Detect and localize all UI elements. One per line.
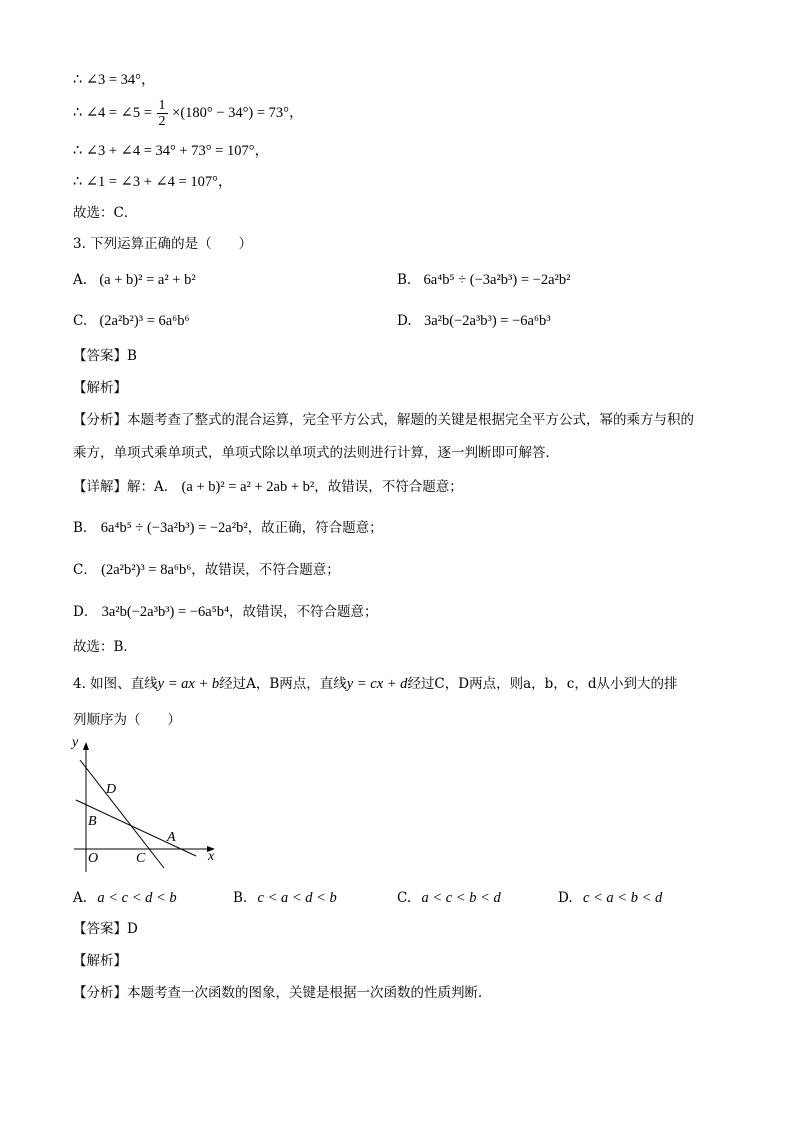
answer-value: B xyxy=(127,348,137,364)
analysis-text: 本题考查了整式的混合运算，完全平方公式，解题的关键是根据完全平方公式，幂的乘方与积的 xyxy=(127,412,694,428)
q3-detail-b xyxy=(73,518,383,538)
q3-option-d xyxy=(397,311,551,331)
option-label: C. xyxy=(73,313,88,329)
fraction-denominator: 2 xyxy=(158,114,166,129)
label-y: y xyxy=(72,738,79,750)
detail-expression: 3a²b(−2a³b³) = −6a⁵b⁴ xyxy=(101,604,230,620)
option-expression: (a + b)² = a² + b² xyxy=(99,272,196,288)
label-c: C xyxy=(136,851,146,866)
option-expression: 3a²b(−2a³b³) = −6a⁶b³ xyxy=(423,313,551,329)
option-label: B. xyxy=(397,272,412,288)
q3-option-a xyxy=(73,270,196,290)
label-a: A xyxy=(167,830,176,845)
label-o: O xyxy=(88,851,99,866)
q4-analysis-line-1 xyxy=(73,983,492,1003)
line-equation-1: y = ax + b xyxy=(157,676,220,692)
q3-detail-a xyxy=(73,477,463,497)
q3-analysis-line-2: 乘方，单项式乘单项式，单项式除以单项式的法则进行计算，逐一判断即可解答． xyxy=(73,445,559,461)
detail-expression: (2a²b²)³ = 8a⁶b⁶ xyxy=(101,562,192,578)
option-expression: c < a < b < d xyxy=(582,890,663,906)
answer-tag: 【答案】 xyxy=(73,921,127,937)
stem-text: 4. 如图、直线 xyxy=(73,676,158,692)
detail-expression: (a + b)² = a² + 2ab + b² xyxy=(181,479,315,495)
detail-verdict: ，故错误，不符合题意； xyxy=(229,604,378,620)
option-label: D. xyxy=(558,890,573,906)
option-label: A. xyxy=(73,890,88,906)
option-label: B. xyxy=(233,890,248,906)
detail-prefix: C． xyxy=(73,562,97,578)
detail-verdict: ，故错误，不符合题意； xyxy=(314,479,463,495)
detail-prefix: 解：A． xyxy=(127,479,178,495)
q3-answer-line: 故选：B． xyxy=(73,639,137,655)
option-expression: 6a⁴b⁵ ÷ (−3a²b³) = −2a²b² xyxy=(423,272,571,288)
q3-jiexi-tag: 【解析】 xyxy=(73,380,127,396)
q4-option-d xyxy=(558,888,662,908)
q3-analysis-line-1 xyxy=(73,410,694,430)
q4-jiexi-tag: 【解析】 xyxy=(73,953,127,969)
q3-option-c xyxy=(73,311,190,331)
q4-option-c xyxy=(397,888,501,908)
solution-line-angle1: ∴ ∠1 = ∠3 + ∠4 = 107°， xyxy=(73,174,233,190)
option-expression: (2a²b²)³ = 6a⁶b⁶ xyxy=(99,313,190,329)
detail-verdict: ，故错误，不符合题意； xyxy=(191,562,340,578)
stem-text: 经过C，D两点，则a，b，c，d从小到大的排 xyxy=(407,676,678,692)
label-d: D xyxy=(106,782,117,797)
option-expression: c < a < d < b xyxy=(257,890,337,906)
q3-answer xyxy=(73,346,137,366)
solution-line-angle3: ∴ ∠3 = 34°， xyxy=(73,72,156,88)
answer-tag: 【答案】 xyxy=(73,348,127,364)
detail-tag: 【详解】 xyxy=(73,479,127,495)
option-label: C. xyxy=(397,890,412,906)
analysis-tag: 【分析】 xyxy=(73,412,127,428)
option-label: A. xyxy=(73,272,88,288)
question-4-stem-line-1 xyxy=(73,674,677,694)
q4-answer xyxy=(73,919,138,939)
fraction-numerator: 1 xyxy=(158,98,166,113)
detail-prefix: B． xyxy=(73,520,97,536)
q4-option-a xyxy=(73,888,177,908)
option-expression: a < c < b < d xyxy=(421,890,501,906)
label-x: x xyxy=(208,849,215,864)
stem-text: 经过A，B两点，直线 xyxy=(219,676,347,692)
fraction-one-half xyxy=(157,98,168,129)
q3-detail-c xyxy=(73,560,340,580)
y-axis-arrow xyxy=(83,742,89,750)
solution-line-sum: ∴ ∠3 + ∠4 = 34° + 73° = 107°， xyxy=(73,143,270,159)
solution-line-prefix: ∴ ∠4 = ∠5 = xyxy=(73,104,152,121)
line-equation-2: y = cx + d xyxy=(346,676,408,692)
detail-verdict: ，故正确，符合题意； xyxy=(247,520,383,536)
coordinate-figure xyxy=(70,738,230,878)
solution-line-angle4-angle5 xyxy=(73,98,303,129)
option-label: D. xyxy=(397,313,412,329)
label-b: B xyxy=(88,814,97,829)
solution-answer-line: 故选：C． xyxy=(73,205,138,221)
answer-value: D xyxy=(127,921,138,937)
analysis-tag: 【分析】 xyxy=(73,985,127,1001)
question-4-stem-line-2: 列顺序为（ ） xyxy=(73,712,181,728)
solution-line-suffix: ×(180° − 34°) = 73°， xyxy=(172,104,304,121)
analysis-text: 本题考查一次函数的图象，关键是根据一次函数的性质判断． xyxy=(127,985,492,1001)
option-expression: a < c < d < b xyxy=(97,890,177,906)
detail-prefix: D． xyxy=(73,604,98,620)
detail-expression: 6a⁴b⁵ ÷ (−3a²b³) = −2a²b² xyxy=(100,520,248,536)
question-3-stem: 3. 下列运算正确的是（ ） xyxy=(73,236,253,252)
q3-detail-d xyxy=(73,602,378,622)
q3-option-b xyxy=(397,270,570,290)
q4-option-b xyxy=(233,888,337,908)
